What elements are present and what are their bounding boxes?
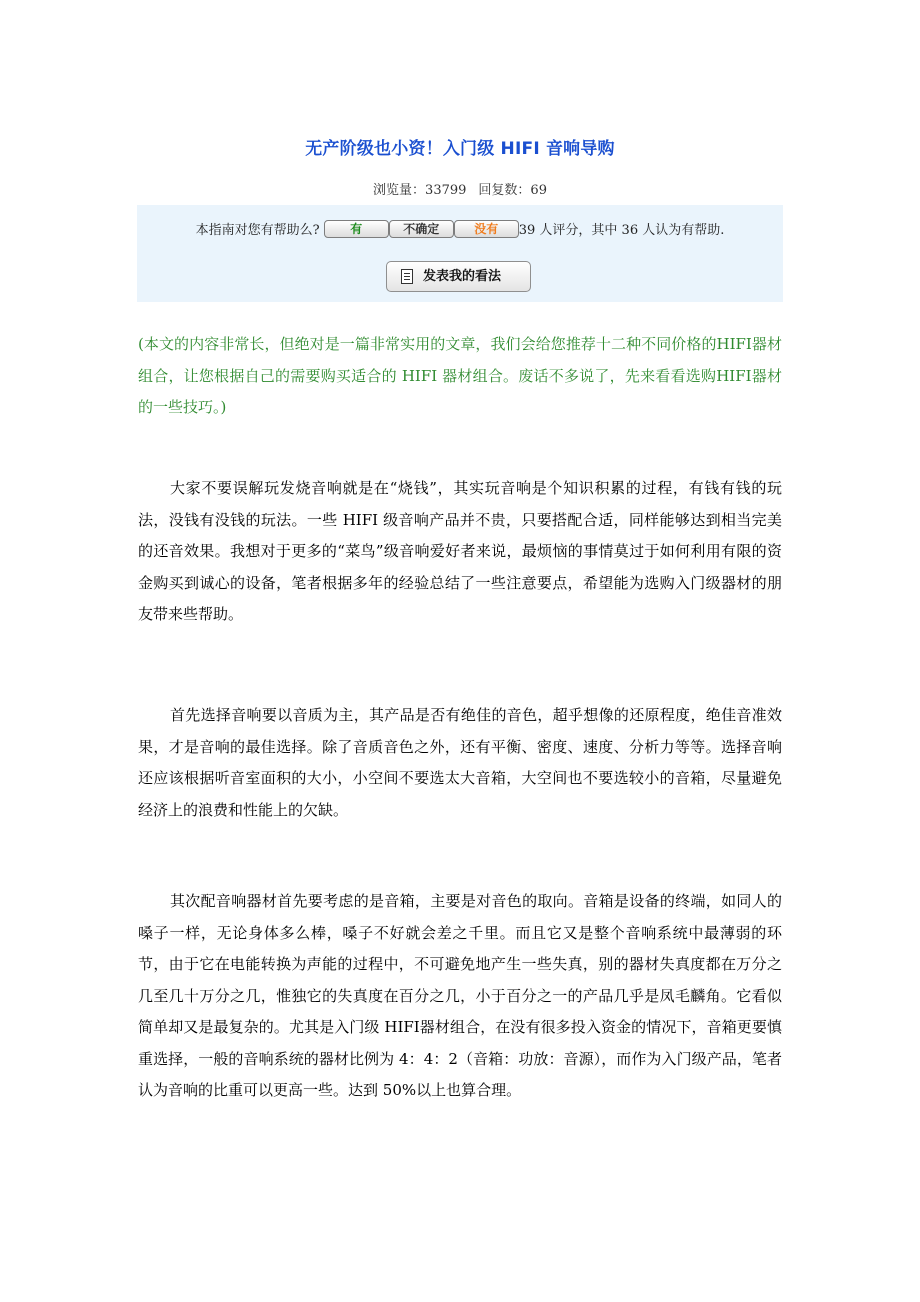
rating-question: 本指南对您有帮助么? [195, 223, 320, 238]
article-stats [0, 179, 920, 198]
views-label: 浏览量： [373, 183, 426, 198]
body-paragraph-3: 其次配音响器材首先要考虑的是音箱，主要是对音色的取向。音箱是设备的终端，如同人的嗓子一样，无论身体多么棒，嗓子不好就会差之千里。而且它又是整个音响系统中最薄弱的环节，由于它在电能转换为声能的过程中，不可避免地产生一些失真，别的器材失真度都在万分之几至几十万分之几，惟独它的失真度在百分之几，小于百分之一的产品几乎是凤毛麟角。它看似简单却又是最复杂的。尤其是入门级 HIFI器材组合，在没有很多投入资金的情况下，音箱更要慎重选择，一般的音响系统的器材比例为 4：4：2（音箱：功放：音源），而作为入门级产品，笔者认为音响的比重可以更高一些。达到 50%以上也算合理。 [138, 892, 782, 1099]
rating-panel [137, 205, 783, 302]
rating-row [137, 219, 783, 240]
replies-count: 69 [530, 183, 547, 198]
rate-unsure-button[interactable]: 不确定 [389, 220, 454, 238]
document-list-icon [401, 269, 413, 284]
body-paragraph-2: 首先选择音响要以音质为主，其产品是否有绝佳的音色，超乎想像的还原程度，绝佳音准效果，才是音响的最佳选择。除了音质音色之外，还有平衡、密度、速度、分析力等等。选择音响还应该根据听音室面积的大小，小空间不要选太大音箱，大空间也不要选较小的音箱，尽量避免经济上的浪费和性能上的欠缺。 [138, 706, 782, 819]
article-title: 无产阶级也小资！入门级 HIFI 音响导购 [305, 139, 615, 159]
rate-no-button[interactable]: 没有 [454, 220, 519, 238]
views-count: 33799 [425, 183, 467, 198]
intro-paragraph: (本文的内容非常长，但绝对是一篇非常实用的文章，我们会给您推荐十二种不同价格的HIFI器材组合，让您根据自己的需要购买适合的 HIFI 器材组合。废话不多说了，先来看看选购HIFI器材的一些技巧。) [138, 335, 782, 416]
post-opinion-button[interactable] [386, 261, 531, 292]
rating-summary: 39 人评分，其中 36 人认为有帮助. [518, 223, 725, 238]
replies-label: 回复数： [478, 183, 531, 198]
post-opinion-label: 发表我的看法 [423, 269, 502, 284]
rate-yes-button[interactable]: 有 [324, 220, 389, 238]
body-paragraph-1: 大家不要误解玩发烧音响就是在“烧钱”，其实玩音响是个知识积累的过程，有钱有钱的玩法，没钱有没钱的玩法。一些 HIFI 级音响产品并不贵，只要搭配合适，同样能够达到相当完美的还音效果。我想对于更多的“菜鸟”级音响爱好者来说，最烦恼的事情莫过于如何利用有限的资金购买到诚心的设备，笔者根据多年的经验总结了一些注意要点，希望能为选购入门级器材的朋友带来些帮助。 [138, 479, 782, 623]
